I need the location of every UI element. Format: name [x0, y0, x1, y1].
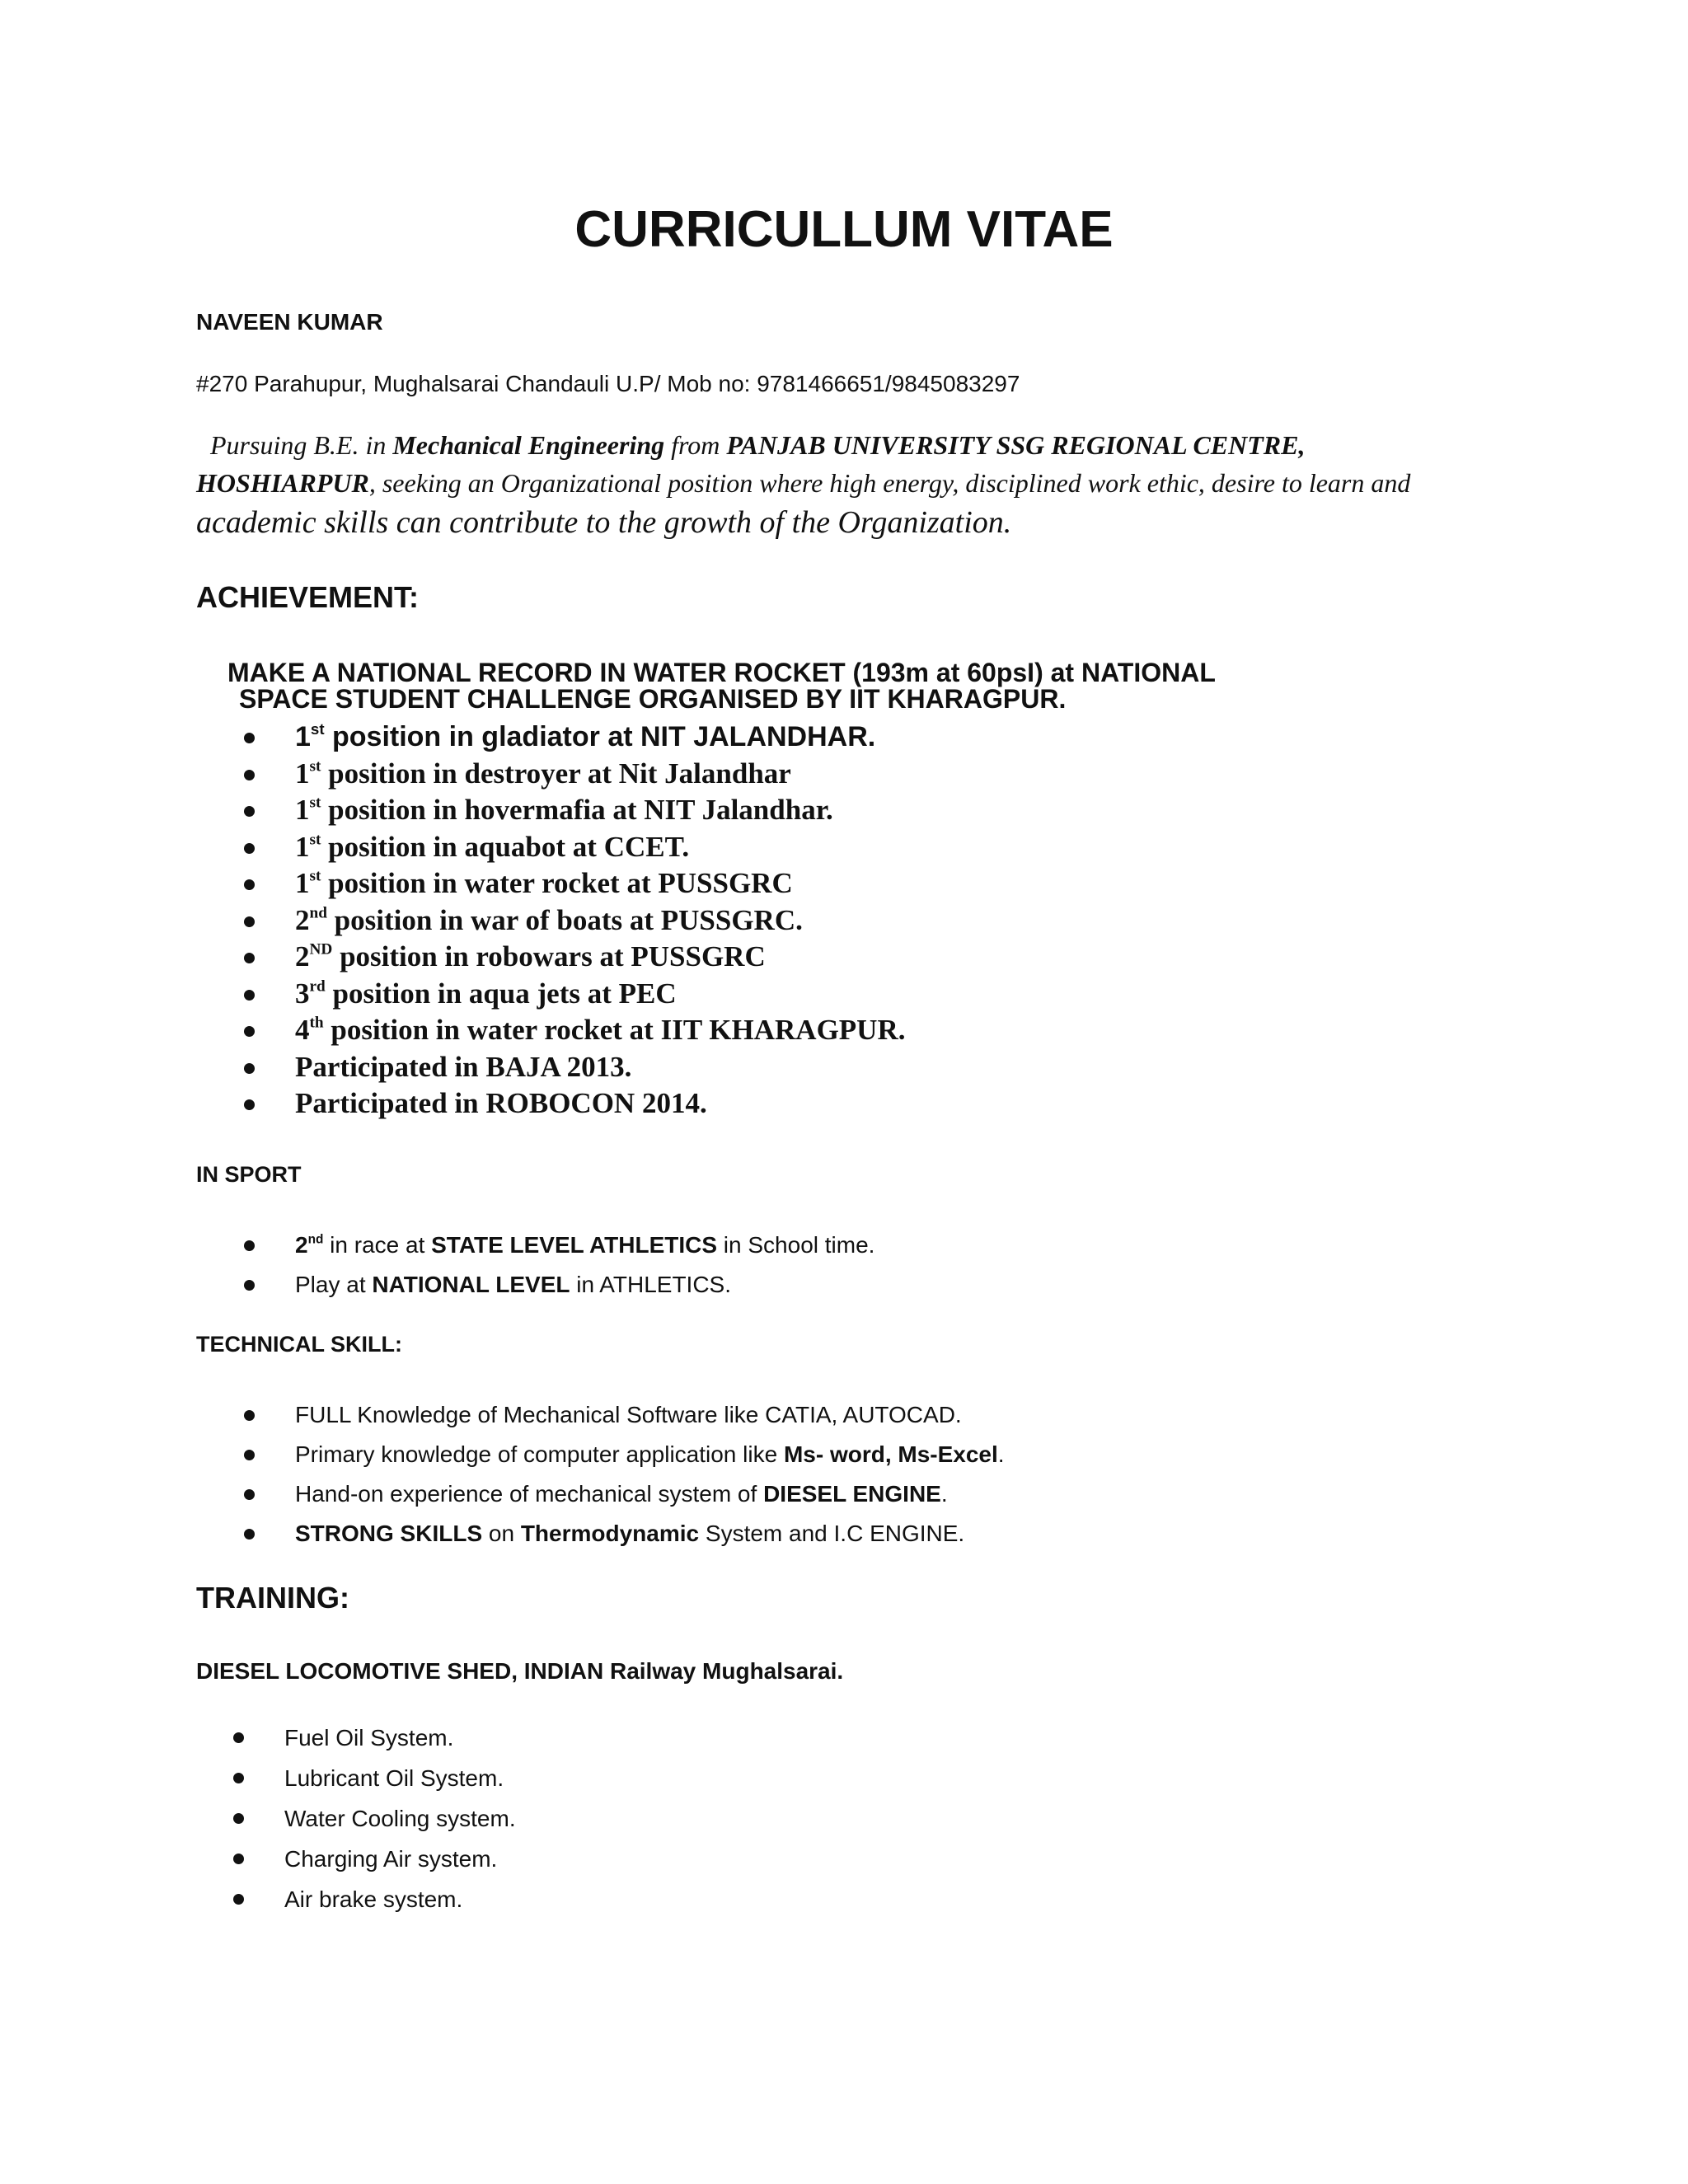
- bullet-icon: [244, 770, 255, 780]
- bullet-icon: [244, 990, 255, 1001]
- training-place: DIESEL LOCOMOTIVE SHED, INDIAN Railway Mughalsarai.: [196, 1658, 844, 1684]
- bullet-icon: [244, 953, 255, 963]
- national-record-line-2: SPACE STUDENT CHALLENGE ORGANISED BY IIT KHARAGPUR.: [239, 684, 1067, 714]
- bullet-icon: [244, 1489, 255, 1500]
- list-item: Play at NATIONAL LEVEL in ATHLETICS.: [244, 1265, 874, 1305]
- list-item: FULL Knowledge of Mechanical Software like CATIA, AUTOCAD.: [244, 1395, 1005, 1435]
- objective-line-3: academic skills can contribute to the growth of the Organization.: [196, 505, 1012, 540]
- technical-skill-list: [244, 1395, 1005, 1554]
- list-item: 1st position in destroyer at Nit Jalandhar: [244, 756, 905, 793]
- bullet-icon: [233, 1894, 244, 1905]
- list-item: Participated in ROBOCON 2014.: [244, 1085, 905, 1122]
- document-title: CURRICULLUM VITAE: [574, 201, 1114, 258]
- list-item: 1st position in aquabot at CCET.: [244, 829, 905, 866]
- list-item: 1st position in water rocket at PUSSGRC: [244, 865, 905, 902]
- achievement-heading: ACHIEVEMENT:: [196, 580, 420, 614]
- national-record-line-1: MAKE A NATIONAL RECORD IN WATER ROCKET (193m at 60psI) at NATIONAL: [227, 658, 1216, 687]
- training-heading: TRAINING:: [196, 1581, 349, 1615]
- list-item: 1st position in hovermafia at NIT Jalandhar.: [244, 792, 905, 829]
- list-item: Air brake system.: [233, 1879, 516, 1919]
- bullet-icon: [244, 843, 255, 854]
- bullet-icon: [244, 1240, 255, 1251]
- list-item: Primary knowledge of computer application like Ms- word, Ms-Excel.: [244, 1435, 1005, 1474]
- bullet-icon: [233, 1732, 244, 1743]
- sport-list: [244, 1226, 874, 1305]
- bullet-icon: [244, 1099, 255, 1110]
- list-item: 1st position in gladiator at NIT JALANDHAR.: [244, 719, 905, 756]
- technical-skill-heading: TECHNICAL SKILL:: [196, 1332, 402, 1357]
- list-item: Hand-on experience of mechanical system of DIESEL ENGINE.: [244, 1474, 1005, 1514]
- bullet-icon: [244, 733, 255, 743]
- list-item: 3rd position in aqua jets at PEC: [244, 976, 905, 1013]
- training-list: [233, 1718, 516, 1919]
- list-item: 2ND position in robowars at PUSSGRC: [244, 939, 905, 976]
- contact-address: #270 Parahupur, Mughalsarai Chandauli U.P/ Mob no: 9781466651/9845083297: [196, 371, 1020, 396]
- objective-line-1: Pursuing B.E. in Mechanical Engineering from PANJAB UNIVERSITY SSG REGIONAL CENTRE,: [210, 430, 1306, 460]
- bullet-icon: [233, 1854, 244, 1864]
- bullet-icon: [244, 1410, 255, 1421]
- list-item: Participated in BAJA 2013.: [244, 1049, 905, 1086]
- list-item: 2nd position in war of boats at PUSSGRC.: [244, 902, 905, 940]
- bullet-icon: [244, 879, 255, 890]
- bullet-icon: [244, 1280, 255, 1291]
- achievement-list: [244, 719, 905, 1122]
- bullet-icon: [244, 1026, 255, 1037]
- list-item: Lubricant Oil System.: [233, 1758, 516, 1798]
- objective-line-2: HOSHIARPUR, seeking an Organizational position where high energy, disciplined work ethic, desire to learn and: [196, 468, 1411, 498]
- sport-heading: IN SPORT: [196, 1162, 302, 1187]
- bullet-icon: [233, 1813, 244, 1824]
- list-item: 2nd in race at STATE LEVEL ATHLETICS in School time.: [244, 1226, 874, 1265]
- bullet-icon: [233, 1773, 244, 1783]
- bullet-icon: [244, 916, 255, 927]
- bullet-icon: [244, 1450, 255, 1460]
- list-item: 4th position in water rocket at IIT KHARAGPUR.: [244, 1012, 905, 1049]
- bullet-icon: [244, 1529, 255, 1540]
- bullet-icon: [244, 1063, 255, 1074]
- list-item: Water Cooling system.: [233, 1798, 516, 1839]
- list-item: Fuel Oil System.: [233, 1718, 516, 1758]
- list-item: STRONG SKILLS on Thermodynamic System and I.C ENGINE.: [244, 1514, 1005, 1554]
- candidate-name: NAVEEN KUMAR: [196, 309, 383, 335]
- bullet-icon: [244, 806, 255, 817]
- list-item: Charging Air system.: [233, 1839, 516, 1879]
